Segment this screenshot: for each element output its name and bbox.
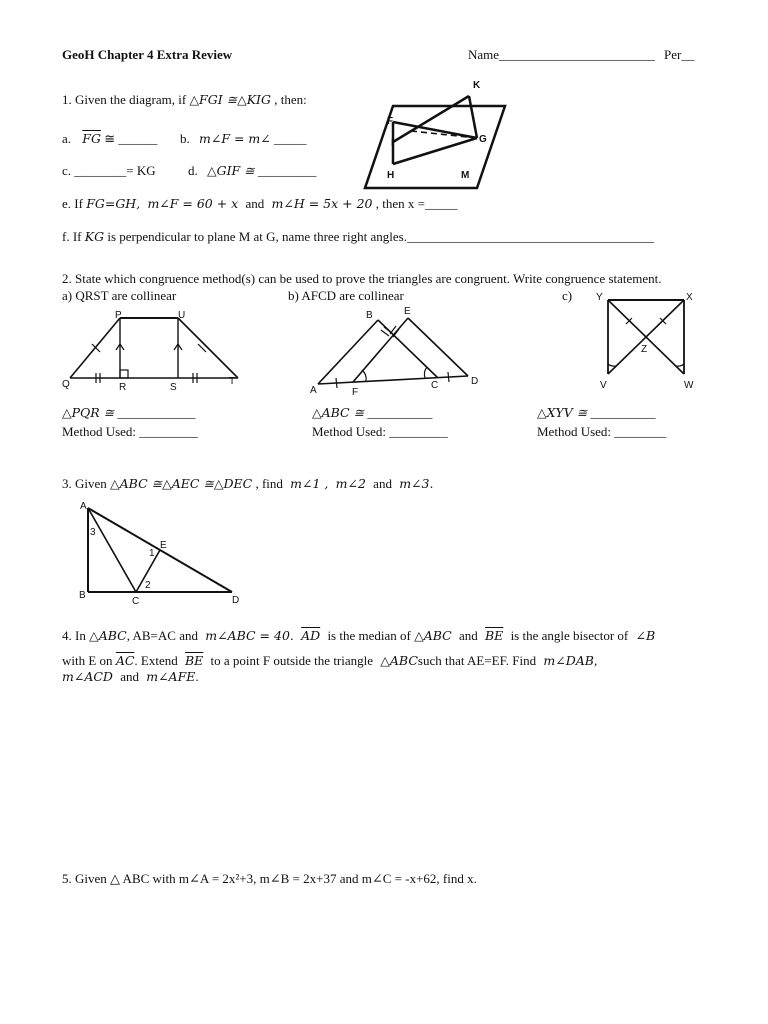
q1-diagram bbox=[365, 78, 505, 193]
label-p: P bbox=[115, 310, 122, 321]
label-x: X bbox=[686, 292, 693, 303]
angle-label-2: 2 bbox=[145, 580, 151, 591]
q1-part-d: d. △GIF ≅ _________ bbox=[188, 163, 317, 178]
q2b-title: b) AFCD are collinear bbox=[288, 288, 404, 303]
name-field[interactable]: Name________________________ bbox=[468, 47, 656, 62]
label-s: S bbox=[170, 382, 177, 393]
label-u: U bbox=[178, 310, 186, 321]
q2c-title: c) bbox=[562, 288, 573, 303]
label-z: Z bbox=[641, 344, 648, 355]
q4-line3: m∠ACD and m∠AFE. bbox=[62, 669, 199, 684]
q2b-statement: △ABC ≅ __________ bbox=[312, 405, 433, 420]
label-i: I bbox=[391, 138, 394, 149]
q2b-diagram bbox=[308, 304, 498, 396]
label-h: H bbox=[387, 170, 395, 181]
q2a-statement: △PQR ≅ ____________ bbox=[62, 405, 196, 420]
q2a-method: Method Used: _________ bbox=[62, 424, 198, 439]
label-e: E bbox=[404, 306, 411, 317]
period-field[interactable]: Per__ bbox=[664, 47, 695, 62]
page-title: GeoH Chapter 4 Extra Review bbox=[62, 47, 233, 62]
q2a-title: a) QRST are collinear bbox=[62, 288, 177, 303]
angle-label-1: 1 bbox=[149, 548, 155, 559]
label-y: Y bbox=[596, 292, 603, 303]
q1-part-e: e. If FG=GH, m∠F = 60 + x and m∠H = 5x + 20 , then x =_____ bbox=[62, 196, 458, 211]
label-c3: C bbox=[132, 596, 140, 607]
label-f2: F bbox=[352, 387, 359, 398]
label-m: M bbox=[461, 170, 470, 181]
label-t: T bbox=[229, 376, 236, 387]
label-q: Q bbox=[62, 379, 70, 390]
q4-line2: with E on $\overline{AC}$. Extend $\overline{BE}$ to a point F outside the triangle △ABCsuch that AE=EF. Find m∠DAB, bbox=[62, 653, 598, 668]
q2-intro: 2. State which congruence method(s) can be used to prove the triangles are congruent. Write congruence statement. bbox=[62, 271, 662, 286]
q1-part-a: a. $\overline{FG}$ ≅ ______ bbox=[62, 131, 158, 146]
plane-m bbox=[365, 106, 505, 188]
q1-part-f: f. If KG is perpendicular to plane M at G, name three right angles.______________________________________ bbox=[62, 229, 654, 244]
label-r: R bbox=[119, 382, 127, 393]
label-d: D bbox=[471, 376, 479, 387]
q2b-method: Method Used: _________ bbox=[312, 424, 448, 439]
q2c-statement: △XYV ≅ __________ bbox=[537, 405, 656, 420]
label-b: B bbox=[366, 310, 373, 321]
q5-text: 5. Given △ ABC with m∠A = 2x²+3, m∠B = 2x+37 and m∠C = -x+62, find x. bbox=[62, 871, 477, 886]
label-w: W bbox=[684, 380, 694, 391]
q2c-method: Method Used: ________ bbox=[537, 424, 667, 439]
angle-label-3: 3 bbox=[90, 527, 96, 538]
q1-part-c: c. ________= KG bbox=[62, 163, 156, 178]
label-a: A bbox=[310, 385, 317, 396]
label-a3: A bbox=[80, 501, 87, 512]
label-e3: E bbox=[160, 540, 167, 551]
q3-text: 3. Given △ABC ≅△AEC ≅△DEC , find m∠1 , m∠2 and m∠3. bbox=[62, 476, 434, 491]
label-k: K bbox=[473, 80, 481, 91]
label-g: G bbox=[479, 134, 487, 145]
label-b3: B bbox=[79, 590, 86, 601]
q4-line1: 4. In △ABC, AB=AC and m∠ABC = 40. $\overline{AD}$ is the median of △ABC and $\overline{BE}$ is the angle bisector of ∠B bbox=[62, 628, 656, 643]
q3-diagram bbox=[78, 500, 248, 608]
q1-intro: 1. Given the diagram, if △FGI ≅△KIG , then: bbox=[62, 92, 307, 107]
label-c: C bbox=[431, 380, 439, 391]
label-f: F bbox=[387, 116, 394, 127]
q2c-diagram bbox=[590, 288, 710, 396]
q1-part-b: b. m∠F = m∠ _____ bbox=[180, 131, 307, 146]
label-v: V bbox=[600, 380, 607, 391]
q2a-diagram bbox=[60, 308, 250, 393]
label-d3: D bbox=[232, 595, 240, 606]
